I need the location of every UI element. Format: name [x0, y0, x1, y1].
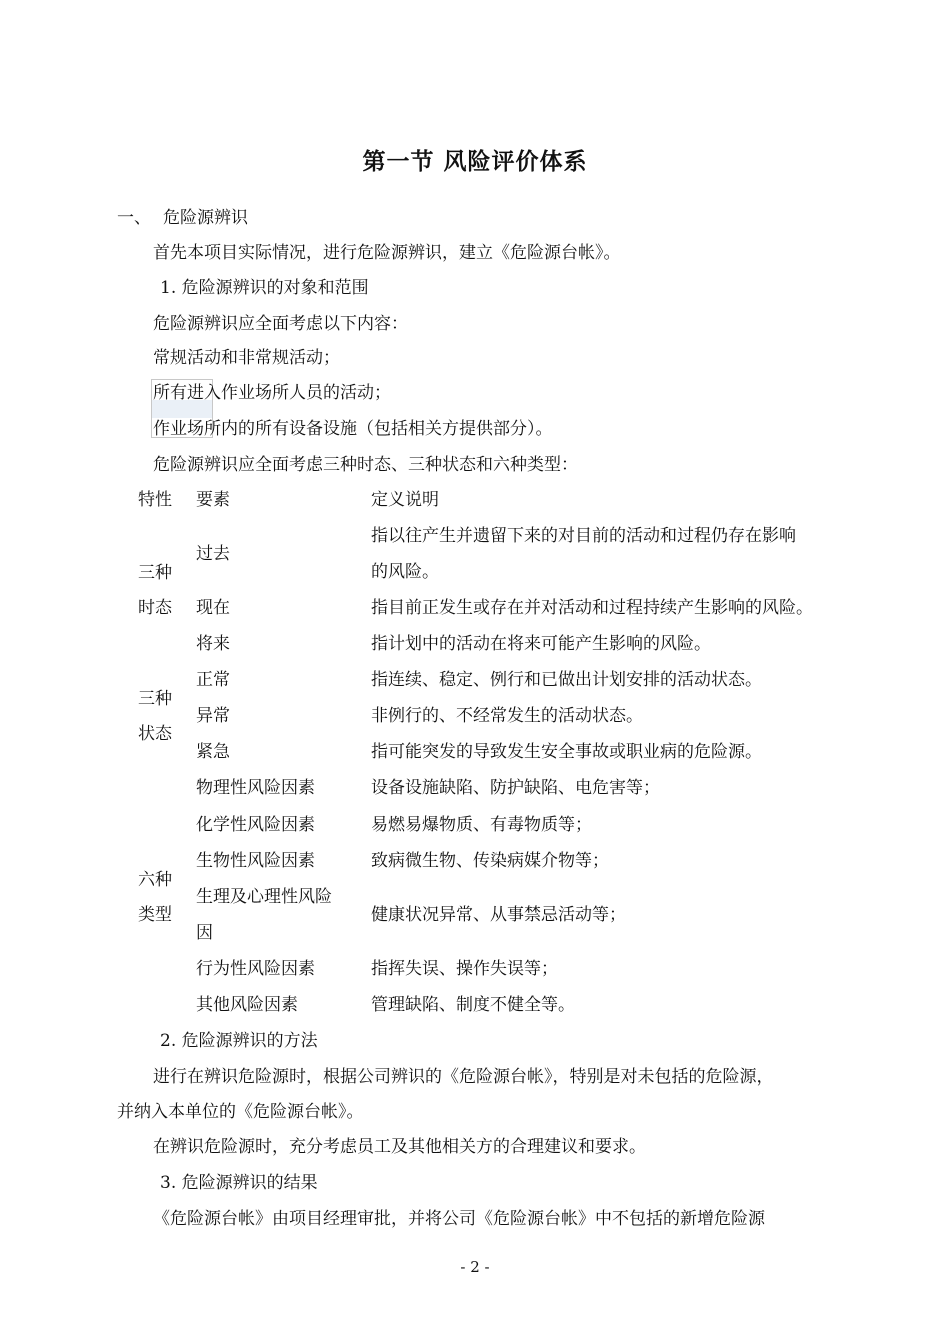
page-title: 第一节 风险评价体系	[362, 149, 588, 175]
group-label: 时态	[138, 598, 172, 618]
subheading-1: 1. 危险源辨识的对象和范围	[160, 278, 369, 298]
paragraph: 《危险源台帐》由项目经理审批，并将公司《危险源台帐》中不包括的新增危险源	[153, 1209, 765, 1229]
group-label: 状态	[138, 724, 172, 744]
table-cell-element: 将来	[196, 634, 230, 654]
table-cell-element: 生物性风险因素	[196, 851, 315, 871]
paragraph: 进行在辨识危险源时，根据公司辨识的《危险源台帐》，特别是对未包括的危险源，	[153, 1067, 774, 1087]
group-label: 三种	[138, 563, 172, 583]
paragraph: 在辨识危险源时，充分考虑员工及其他相关方的合理建议和要求。	[153, 1137, 646, 1157]
page-number: - 2 -	[460, 1258, 490, 1276]
section-heading: 危险源辨识	[163, 208, 248, 228]
table-cell-element: 其他风险因素	[196, 995, 298, 1015]
table-cell-element: 异常	[196, 706, 230, 726]
group-label: 六种	[138, 870, 172, 890]
table-cell-element: 紧急	[196, 742, 230, 762]
paragraph: 所有进入作业场所人员的活动；	[153, 383, 391, 403]
table-cell-element: 物理性风险因素	[196, 778, 315, 798]
table-cell-definition: 易燃易爆物质、有毒物质等；	[371, 815, 592, 835]
paragraph: 常规活动和非常规活动；	[153, 348, 340, 368]
table-cell-definition: 管理缺陷、制度不健全等。	[371, 995, 575, 1015]
table-cell-element: 过去	[196, 544, 230, 564]
intro-paragraph: 首先本项目实际情况，进行危险源辨识，建立《危险源台帐》。	[153, 243, 621, 263]
table-cell-definition: 指目前正发生或存在并对活动和过程持续产生影响的风险。	[371, 598, 813, 618]
table-cell-definition: 指计划中的活动在将来可能产生影响的风险。	[371, 634, 711, 654]
group-label: 类型	[138, 905, 172, 925]
group-label: 三种	[138, 689, 172, 709]
table-cell-element: 因	[196, 923, 213, 943]
table-cell-definition: 设备设施缺陷、防护缺陷、电危害等；	[371, 778, 660, 798]
table-cell-definition: 非例行的、不经常发生的活动状态。	[371, 706, 643, 726]
table-header: 要素	[196, 490, 230, 510]
table-cell-element: 生理及心理性风险	[196, 887, 332, 907]
paragraph: 危险源辨识应全面考虑三种时态、三种状态和六种类型：	[153, 455, 578, 475]
paragraph: 作业场所内的所有设备设施（包括相关方提供部分）。	[153, 419, 553, 439]
table-cell-element: 化学性风险因素	[196, 815, 315, 835]
table-cell-definition: 指可能突发的导致发生安全事故或职业病的危险源。	[371, 742, 762, 762]
paragraph: 并纳入本单位的《危险源台帐》。	[117, 1102, 364, 1122]
table-header: 特性	[138, 490, 172, 510]
subheading-2: 2. 危险源辨识的方法	[160, 1031, 318, 1051]
table-cell-definition: 指连续、稳定、例行和已做出计划安排的活动状态。	[371, 670, 762, 690]
table-cell-definition: 指以往产生并遗留下来的对目前的活动和过程仍存在影响	[371, 526, 796, 546]
table-header: 定义说明	[371, 490, 439, 510]
table-cell-definition: 致病微生物、传染病媒介物等；	[371, 851, 609, 871]
subheading-3: 3. 危险源辨识的结果	[160, 1173, 318, 1193]
table-cell-definition: 指挥失误、操作失误等；	[371, 959, 558, 979]
section-number: 一、	[117, 208, 151, 228]
table-cell-element: 正常	[196, 670, 230, 690]
paragraph: 危险源辨识应全面考虑以下内容：	[153, 314, 408, 334]
table-cell-definition: 的风险。	[371, 562, 439, 582]
table-cell-element: 行为性风险因素	[196, 959, 315, 979]
table-cell-definition: 健康状况异常、从事禁忌活动等；	[371, 905, 626, 925]
table-cell-element: 现在	[196, 598, 230, 618]
